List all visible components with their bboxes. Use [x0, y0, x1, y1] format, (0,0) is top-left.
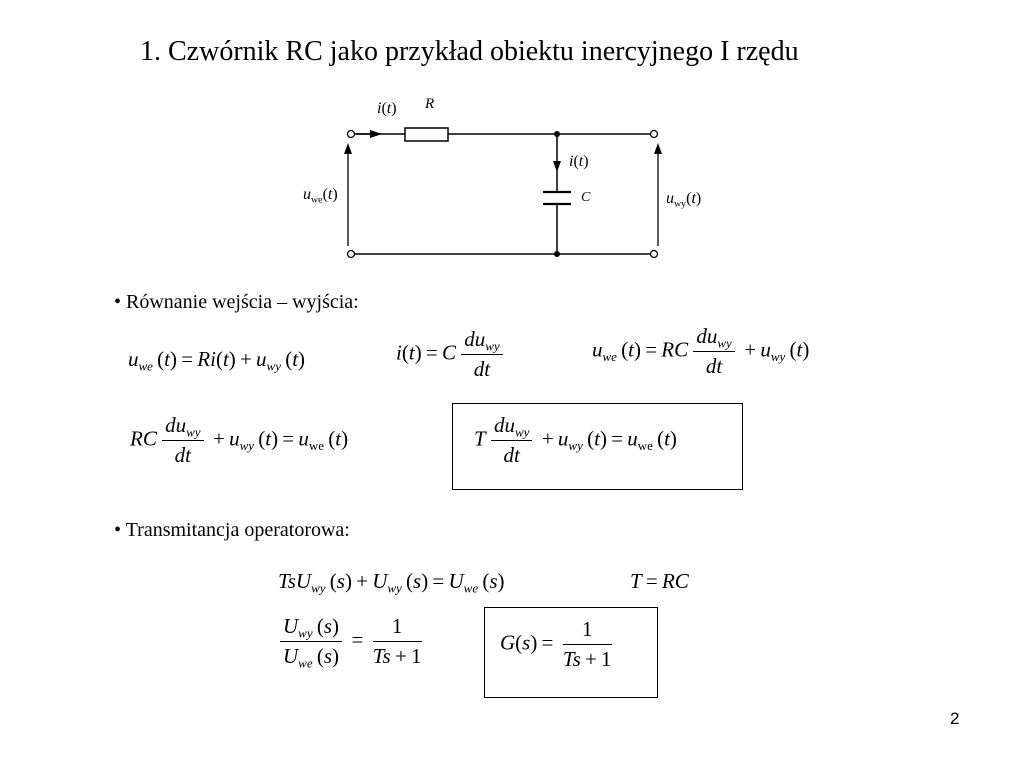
- resistor-symbol: [405, 128, 448, 141]
- section2-heading: [114, 519, 350, 542]
- section1-heading-text: Równanie wejścia – wyjścia:: [126, 291, 359, 313]
- section1-heading: [114, 291, 359, 314]
- label-resistor: R: [425, 96, 435, 112]
- label-output-voltage: $u_{wy}(t)$: [666, 190, 702, 210]
- output-terminal-bottom: [651, 251, 658, 258]
- section2-heading-text: Transmitancja operatorowa:: [125, 519, 350, 541]
- junction-node-bottom: [554, 251, 560, 257]
- rc-circuit-diagram: [0, 0, 1024, 300]
- label-input-voltage: $u_{we}(t)$: [303, 186, 338, 206]
- equation-8: $\frac{U_{wy} (s)}{U_{we} (s)}$ = $\frac{1}{Ts + 1}$: [280, 614, 422, 669]
- input-terminal-top: [348, 131, 355, 138]
- output-terminal-top: [651, 131, 658, 138]
- bullet-1: •: [114, 291, 122, 313]
- bullet-2: •: [114, 519, 122, 541]
- equation-9: G(s) = $\frac{1}{Ts + 1}$: [500, 617, 612, 671]
- input-voltage-arrow: [344, 143, 352, 246]
- output-voltage-arrow: [654, 143, 662, 246]
- junction-node-top: [554, 131, 560, 137]
- page-number: 2: [950, 709, 960, 728]
- equation-3: $u_{we}$ (t) = RC $\frac{du_{wy}}{dt}$ + $u_{wy}$ (t): [592, 324, 810, 378]
- current-arrow-branch: [553, 161, 561, 172]
- equation-7: T = RC: [630, 569, 689, 593]
- slide-title: 1. Czwórnik RC jako przykład obiektu inercyjnego I rzędu: [140, 36, 799, 67]
- equation-5: T $\frac{du_{wy}}{dt}$ + $u_{wy}$ $(t) = u_{we}$ (t): [474, 413, 677, 467]
- label-current-branch: i(t): [569, 153, 589, 170]
- equation-6: TsU$_{wy}$ $(s) + U_{wy}$ $(s) = U_{we}$ (s): [278, 569, 505, 596]
- label-current-top: i(t): [377, 100, 397, 117]
- equation-1: $u_{we}$ $(t) = Ri(t) + u_{wy}$ (t): [128, 347, 306, 374]
- equation-2: i(t) = C $\frac{du_{wy}}{dt}$: [396, 327, 503, 382]
- capacitor-symbol: [543, 192, 571, 204]
- label-capacitor: C: [581, 190, 591, 205]
- input-terminal-bottom: [348, 251, 355, 258]
- current-arrow-top: [356, 130, 382, 138]
- equation-4: RC $\frac{du_{wy}}{dt}$ + $u_{wy}$ $(t) = u_{we}$ (t): [130, 413, 349, 467]
